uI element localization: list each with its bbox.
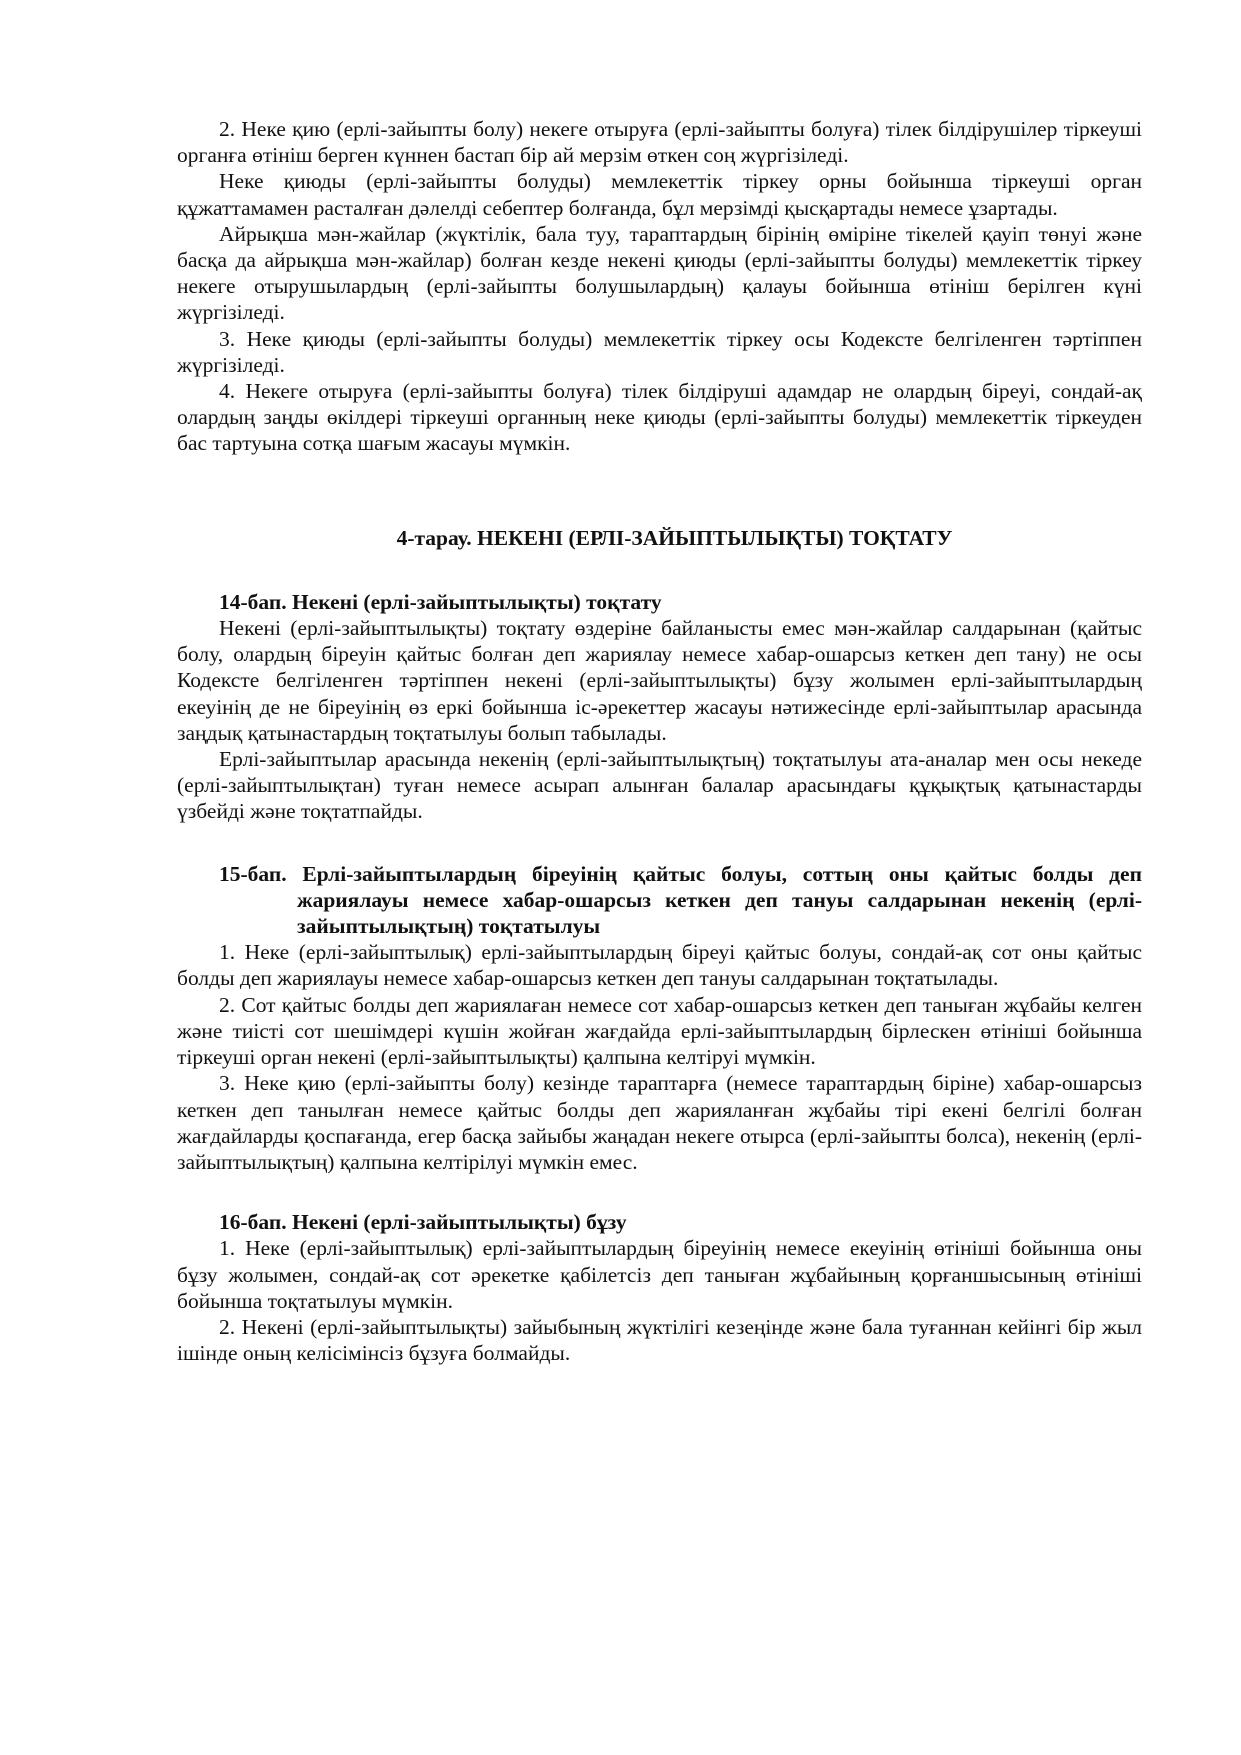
paragraph: 2. Сот қайтыс болды деп жариялаған немесе сот хабар-ошарсыз кеткен деп таныған жұбайы келген және тиісті сот шешімдері күшін жойған жағдайда ерлі-зайыптылардың бірлескен өтініші бойынша тіркеуші орган некені (ерлі-зайыптылықты) қалпына келтіруі мүмкін.	[177, 992, 1142, 1070]
paragraph: 2. Неке қию (ерлі-зайыпты болу) некеге отыруға (ерлі-зайыпты болуға) тілек білдірушілер тіркеуші органға өтініш берген күннен бастап бір ай мерзім өткен соң жүргізіледі.	[177, 117, 1142, 168]
paragraph: Айрықша мән-жайлар (жүктілік, бала туу, тараптардың бірінің өміріне тікелей қауіп төнуі және басқа да айрықша мән-жайлар) болған кезде некені қиюды (ерлі-зайыпты болуды) мемлекеттік тіркеу некеге отырушылардың (ерлі-зайыпты болушылардың) қалауы бойынша өтініш берілген күні жүргізіледі.	[177, 221, 1142, 325]
paragraph: 3. Неке қиюды (ерлі-зайыпты болуды) мемлекеттік тіркеу осы Кодексте белгіленген тәртіппен жүргізіледі.	[177, 326, 1142, 377]
intro-section	[177, 116, 1142, 457]
document-page	[177, 116, 1142, 1366]
article-14	[177, 589, 1142, 825]
paragraph: 4. Некеге отыруға (ерлі-зайыпты болуға) тілек білдіруші адамдар не олардың біреуі, сондай-ақ олардың заңды өкілдері тіркеуші органның неке қиюды (ерлі-зайыпты болуды) мемлекеттік тіркеуден бас тартуына сотқа шағым жасауы мүмкін.	[177, 379, 1142, 456]
paragraph: 1. Неке (ерлі-зайыптылық) ерлі-зайыптылардың біреуі қайтыс болуы, сондай-ақ сот оны қайтыс болды деп жариялауы немесе хабар-ошарсыз кеткен деп тануы салдарынан тоқтатылады.	[177, 940, 1142, 991]
paragraph: Некені (ерлі-зайыптылықты) тоқтату өздеріне байланысты емес мән-жайлар салдарынан (қайтыс болу, олардың біреуін қайтыс болған деп жариялау немесе хабар-ошарсыз кеткен деп тану) не осы Кодексте белгіленген тәртіппен некені (ерлі-зайыптылықты) бұзу жолымен ерлі-зайыптылардың екеуінің де не біреуінің өз еркі бойынша іс-әрекеттер жасауы нәтижесінде ерлі-зайыптылар арасында заңдық қатынастардың тоқтатылуы болып табылады.	[177, 616, 1142, 745]
article-16	[177, 1209, 1142, 1366]
article-15	[177, 861, 1142, 1175]
paragraph: 2. Некені (ерлі-зайыптылықты) зайыбының жүктілігі кезеңінде және бала туғаннан кейінгі бір жыл ішінде оның келісімінсіз бұзуға болмайды.	[177, 1314, 1142, 1366]
paragraph: Неке қиюды (ерлі-зайыпты болуды) мемлекеттік тіркеу орны бойынша тіркеуші орган құжаттамамен расталған дәлелді себептер болғанда, бұл мерзімді қысқартады немесе ұзартады.	[177, 169, 1142, 220]
article-title: 16-бап. Некені (ерлі-зайыптылықты) бұзу	[219, 1210, 627, 1235]
article-title: 15-бап. Ерлі-зайыптылардың біреуінің қайтыс болуы, соттың оны қайтыс болды деп жариялауы немесе хабар-ошарсыз кеткен деп тануы салдарынан некенің (ерлі-зайыптылықтың) тоқтатылуы	[219, 861, 1142, 939]
paragraph: Ерлі-зайыптылар арасында некенің (ерлі-зайыптылықтың) тоқтатылуы ата-аналар мен осы некеде (ерлі-зайыптылықтан) туған немесе асырап алынған балалар арасындағы құқықтық қатынастарды үзбейді және тоқтатпайды.	[177, 747, 1142, 824]
article-title: 14-бап. Некені (ерлі-зайыптылықты) тоқтату	[219, 589, 662, 614]
paragraph: 1. Неке (ерлі-зайыптылық) ерлі-зайыптылардың біреуінің немесе екеуінің өтініші бойынша оны бұзу жолымен, сондай-ақ сот әрекетке қабілетсіз деп таныған жұбайының қорғаншысының өтініші бойынша тоқтатылуы мүмкін.	[177, 1236, 1142, 1313]
paragraph: 3. Неке қию (ерлі-зайыпты болу) кезінде тараптарға (немесе тараптардың біріне) хабар-ошарсыз кеткен деп танылған немесе қайтыс болды деп жарияланған жұбайы тірі екені белгілі болған жағдайларды қоспағанда, егер басқа зайыбы жаңадан некеге отырса (ерлі-зайыпты болса), некенің (ерлі-зайыптылықтың) қалпына келтірілуі мүмкін емес.	[177, 1071, 1142, 1174]
chapter-title: 4-тарау. НЕКЕНІ (ЕРЛІ-ЗАЙЫПТЫЛЫҚТЫ) ТОҚТАТУ	[396, 525, 953, 550]
